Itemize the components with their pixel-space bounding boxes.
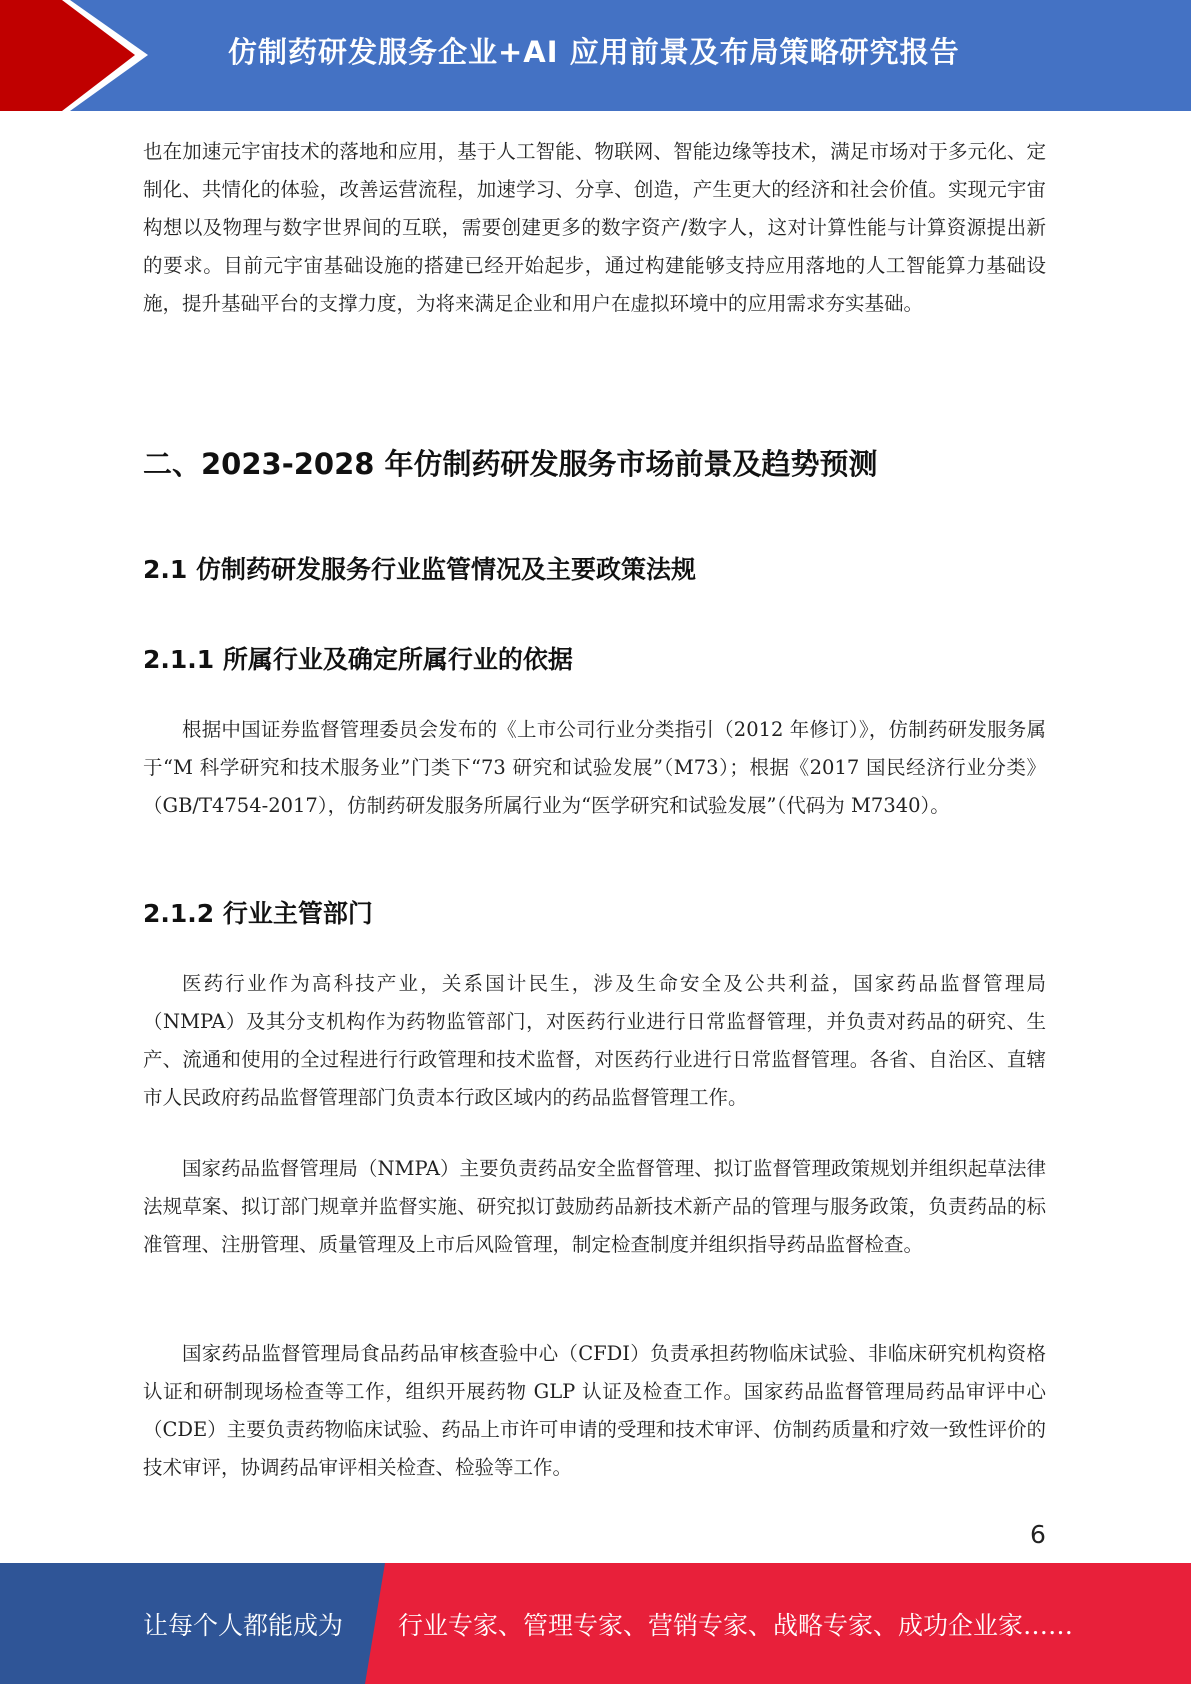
sub-heading-2-1-1: 2.1.1 所属行业及确定所属行业的依据 [143, 645, 573, 674]
sub-heading-2-1-2: 2.1.2 行业主管部门 [143, 899, 373, 928]
page-header [0, 0, 1191, 111]
intro-paragraph: 也在加速元宇宙技术的落地和应用，基于人工智能、物联网、智能边缘等技术，满足市场对于多元化、定制化、共情化的体验，改善运营流程，加速学习、分享、创造，产生更大的经济和社会价值。实现元宇宙构想以及物理与数字世界间的互联，需要创建更多的数字资产/数字人，这对计算性能与计算资源提出新的要求。目前元宇宙基础设施的搭建已经开始起步，通过构建能够支持应用落地的人工智能算力基础设施，提升基础平台的支撑力度，为将来满足企业和用户在虚拟环境中的应用需求夯实基础。 [143, 140, 1046, 315]
section-2-1-2-body-3 [143, 1335, 1046, 1487]
section-heading: 二、2023-2028 年仿制药研发服务市场前景及趋势预测 [143, 447, 878, 481]
footer-slogan-left: 让每个人都能成为 [143, 1611, 344, 1640]
header-arrow-decoration [0, 0, 148, 111]
paragraph-regulator-overview: 医药行业作为高科技产业，关系国计民生，涉及生命安全及公共利益，国家药品监督管理局（NMPA）及其分支机构作为药物监管部门，对医药行业进行日常监督管理，并负责对药品的研究、生产、流通和使用的全过程进行行政管理和技术监督，对医药行业进行日常监督管理。各省、自治区、直辖市人民政府药品监督管理部门负责本行政区域内的药品监督管理工作。 [143, 972, 1046, 1109]
section-2-1-2-body-2 [143, 1150, 1046, 1264]
report-title: 仿制药研发服务企业+AI 应用前景及布局策略研究报告 [228, 35, 960, 69]
footer-slogan-right: 行业专家、管理专家、营销专家、战略专家、成功企业家…… [398, 1611, 1074, 1640]
page-footer [0, 1563, 1191, 1684]
section-2-1-2-body-1 [143, 965, 1046, 1117]
paragraph-industry-classification: 根据中国证券监督管理委员会发布的《上市公司行业分类指引（2012 年修订）》，仿制药研发服务属于“M 科学研究和技术服务业”门类下“73 研究和试验发展”（M73）；根据《2017 国民经济行业分类》（GB/T4754-2017），仿制药研发服务所属行业为“医学研究和试验发展”（代码为 M7340）。 [143, 718, 1046, 817]
paragraph-cfdi-cde-duties: 国家药品监督管理局食品药品审核查验中心（CFDI）负责承担药物临床试验、非临床研究机构资格认证和研制现场检查等工作，组织开展药物 GLP 认证及检查工作。国家药品监督管理局药品审评中心（CDE）主要负责药物临床试验、药品上市许可申请的受理和技术审评、仿制药质量和疗效一致性评价的技术审评，协调药品审评相关检查、检验等工作。 [143, 1342, 1046, 1479]
subsection-heading: 2.1 仿制药研发服务行业监管情况及主要政策法规 [143, 555, 696, 584]
intro-section [143, 133, 1046, 323]
section-2-1-1-body [143, 711, 1046, 825]
page-number: 6 [1030, 1520, 1046, 1549]
paragraph-nmpa-duties: 国家药品监督管理局（NMPA）主要负责药品安全监督管理、拟订监督管理政策规划并组织起草法律法规草案、拟订部门规章并监督实施、研究拟订鼓励药品新技术新产品的管理与服务政策，负责药品的标准管理、注册管理、质量管理及上市后风险管理，制定检查制度并组织指导药品监督检查。 [143, 1157, 1046, 1256]
